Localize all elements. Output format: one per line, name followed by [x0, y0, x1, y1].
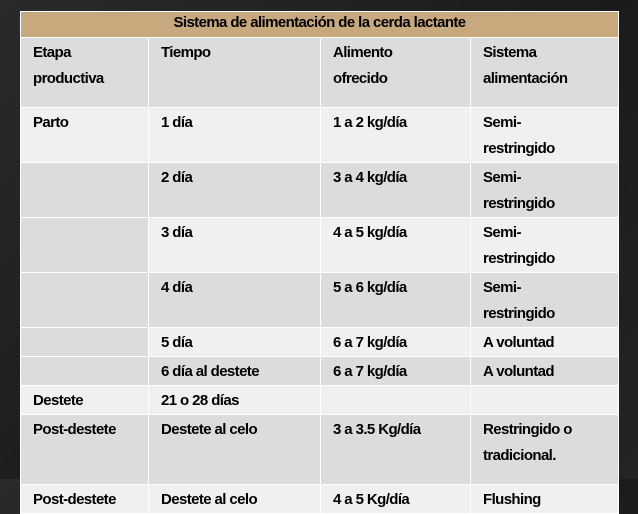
cell-system [471, 386, 619, 415]
cell-system: Restringido o tradicional. [471, 415, 619, 485]
table-row [21, 485, 619, 514]
cell-feed: 6 a 7 kg/día [321, 328, 471, 357]
header-system: Sistema alimentación [471, 38, 619, 108]
cell-time: 2 día [149, 163, 321, 218]
cell-time: 3 día [149, 218, 321, 273]
table-row [21, 328, 619, 357]
cell-stage [21, 163, 149, 218]
cell-stage: Post-destete [21, 415, 149, 485]
table-row [21, 108, 619, 163]
table-row [21, 273, 619, 328]
cell-feed [321, 386, 471, 415]
table-row [21, 357, 619, 386]
cell-system: Semi- restringido [471, 273, 619, 328]
table-row [21, 163, 619, 218]
cell-stage: Post-destete [21, 485, 149, 514]
cell-system: Flushing [471, 485, 619, 514]
header-stage: Etapa productiva [21, 38, 149, 108]
cell-feed: 5 a 6 kg/día [321, 273, 471, 328]
table-caption: Sistema de alimentación de la cerda lactante [21, 12, 619, 38]
header-time: Tiempo [149, 38, 321, 108]
cell-time: 21 o 28 días [149, 386, 321, 415]
cell-feed: 6 a 7 kg/día [321, 357, 471, 386]
cell-system: A voluntad [471, 328, 619, 357]
cell-system: Semi- restringido [471, 108, 619, 163]
feeding-table [20, 11, 619, 514]
cell-feed: 4 a 5 kg/día [321, 218, 471, 273]
cell-stage [21, 218, 149, 273]
cell-time: Destete al celo [149, 485, 321, 514]
cell-stage: Parto [21, 108, 149, 163]
header-feed: Alimento ofrecido [321, 38, 471, 108]
table-row [21, 386, 619, 415]
cell-system: A voluntad [471, 357, 619, 386]
cell-time: 1 día [149, 108, 321, 163]
cell-stage [21, 328, 149, 357]
cell-time: 4 día [149, 273, 321, 328]
cell-stage [21, 273, 149, 328]
cell-system: Semi- restringido [471, 163, 619, 218]
table-row [21, 415, 619, 485]
cell-feed: 1 a 2 kg/día [321, 108, 471, 163]
cell-stage: Destete [21, 386, 149, 415]
cell-time: 5 día [149, 328, 321, 357]
cell-feed: 3 a 3.5 Kg/día [321, 415, 471, 485]
cell-time: 6 día al destete [149, 357, 321, 386]
cell-system: Semi- restringido [471, 218, 619, 273]
table-row [21, 218, 619, 273]
cell-time: Destete al celo [149, 415, 321, 485]
cell-feed: 3 a 4 kg/día [321, 163, 471, 218]
cell-feed: 4 a 5 Kg/día [321, 485, 471, 514]
cell-stage [21, 357, 149, 386]
